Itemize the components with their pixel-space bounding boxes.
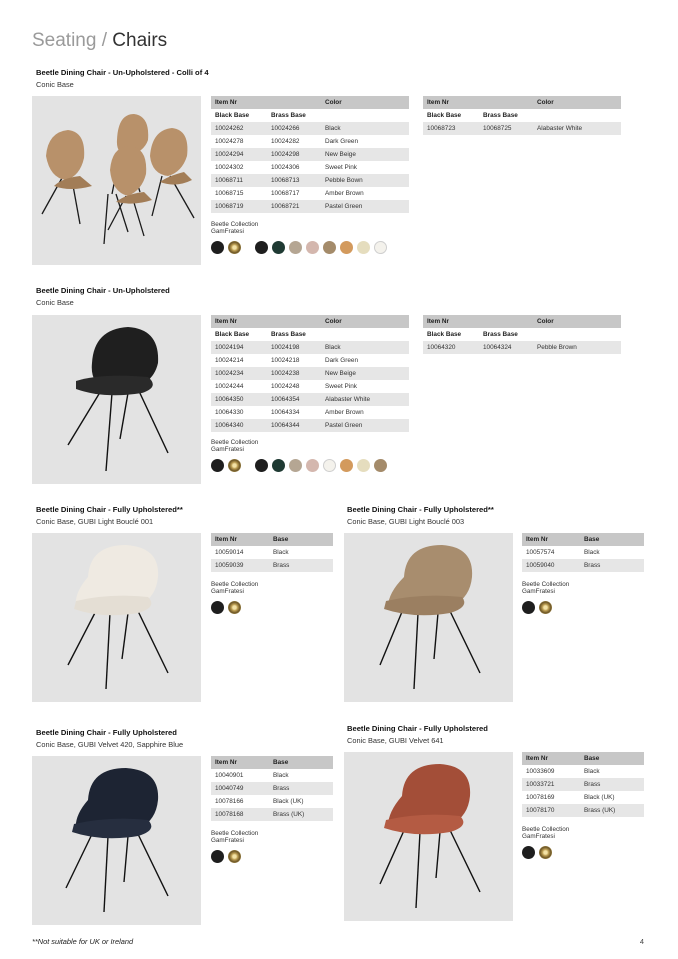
column-header-color: Color: [533, 315, 621, 328]
column-header-item-nr: Item Nr: [522, 533, 580, 546]
table-row: 10024294 10024298 New Beige: [211, 148, 409, 161]
page-title-category: Chairs: [112, 30, 168, 51]
product-subtitle: Conic Base, GUBI Light Bouclé 001: [36, 517, 154, 526]
base-swatches: [522, 846, 556, 859]
amber-brown-swatch: [340, 459, 353, 472]
table-row: 10033609 Black: [522, 765, 644, 778]
table-row: 10024262 10024266 Black: [211, 122, 409, 135]
black-base-swatch: [522, 846, 535, 859]
table-row: 10078169 Black (UK): [522, 791, 644, 804]
table-row: 10024302 10024306 Sweet Pink: [211, 161, 409, 174]
alabaster-white-swatch: [323, 459, 336, 472]
column-header-base: Base: [580, 533, 644, 546]
collection-label: Beetle Collection GamFratesi: [211, 830, 259, 845]
product-photo-velvet-420: [32, 756, 201, 925]
chair-illustration: [344, 533, 513, 702]
black-swatch: [255, 241, 268, 254]
table-row: 10059040 Brass: [522, 559, 644, 572]
base-swatches: [211, 850, 245, 863]
table-row: 10024234 10024238 New Beige: [211, 367, 409, 380]
column-header-item-nr: Item Nr: [423, 315, 479, 328]
table-row: 10024278 10024282 Dark Green: [211, 135, 409, 148]
product-photo-boucle-001: [32, 533, 201, 702]
table-row: 10024244 10024248 Sweet Pink: [211, 380, 409, 393]
product-photo-un-upholstered: [32, 315, 201, 484]
column-header-color: Color: [321, 315, 409, 328]
column-header-item-nr: Item Nr: [211, 315, 267, 328]
pebble-brown-swatch: [323, 241, 336, 254]
table-row: 10064330 10064334 Amber Brown: [211, 406, 409, 419]
column-header-black-base: Black Base: [423, 328, 479, 341]
product-photo-boucle-003: [344, 533, 513, 702]
column-header-brass-base: Brass Base: [479, 109, 533, 122]
color-swatches: [211, 459, 391, 472]
base-swatches: [211, 601, 245, 614]
dark-green-swatch: [272, 459, 285, 472]
product-spec-table: [211, 315, 409, 432]
product-subtitle: Conic Base: [36, 80, 74, 89]
table-row: 10078168 Brass (UK): [211, 808, 333, 821]
chair-illustration: [32, 756, 201, 925]
product-subtitle: Conic Base, GUBI Light Bouclé 003: [347, 517, 465, 526]
product-subtitle: Conic Base: [36, 298, 74, 307]
product-spec-table-extra: [423, 315, 621, 354]
black-base-swatch: [211, 459, 224, 472]
table-row: 10068715 10068717 Amber Brown: [211, 187, 409, 200]
black-base-swatch: [211, 601, 224, 614]
product-subtitle: Conic Base, GUBI Velvet 420, Sapphire Blue: [36, 740, 184, 749]
table-row: 10040901 Black: [211, 769, 333, 782]
new-beige-swatch: [289, 459, 302, 472]
column-header-black-base: Black Base: [211, 109, 267, 122]
column-header-black-base: Black Base: [211, 328, 267, 341]
black-base-swatch: [211, 241, 224, 254]
table-row: 10059014 Black: [211, 546, 333, 559]
pastel-green-swatch: [357, 241, 370, 254]
collection-label: Beetle Collection GamFratesi: [211, 439, 259, 454]
product-spec-table: [522, 752, 644, 817]
sweet-pink-swatch: [306, 241, 319, 254]
table-row: 10068711 10068713 Pebble Bown: [211, 174, 409, 187]
column-header-color: Color: [533, 96, 621, 109]
column-header-black-base: Black Base: [423, 109, 479, 122]
column-header-brass-base: Brass Base: [267, 328, 321, 341]
collection-label: Beetle Collection GamFratesi: [522, 826, 570, 841]
pastel-green-swatch: [357, 459, 370, 472]
amber-brown-swatch: [340, 241, 353, 254]
product-name: Beetle Dining Chair - Un-Upholstered: [36, 286, 170, 295]
sweet-pink-swatch: [306, 459, 319, 472]
column-header-base: Base: [269, 533, 333, 546]
table-row: 10033721 Brass: [522, 778, 644, 791]
chair-illustration: [344, 752, 513, 921]
product-photo-colli-of-4: [32, 96, 201, 265]
table-row: 10064340 10064344 Pastel Green: [211, 419, 409, 432]
column-header-brass-base: Brass Base: [267, 109, 321, 122]
collection-label: Beetle Collection GamFratesi: [522, 581, 570, 596]
column-header-color: Color: [321, 96, 409, 109]
column-header-item-nr: Item Nr: [423, 96, 479, 109]
table-row: 10059039 Brass: [211, 559, 333, 572]
product-spec-table-extra: [423, 96, 621, 135]
collection-label: Beetle Collection GamFratesi: [211, 581, 259, 596]
product-spec-table: [211, 533, 333, 572]
footnote: **Not suitable for UK or Ireland: [32, 937, 134, 946]
table-row: 10064320 10064324 Pebble Brown: [423, 341, 621, 354]
column-header-item-nr: Item Nr: [211, 756, 269, 769]
brass-base-swatch: [228, 601, 241, 614]
product-name: Beetle Dining Chair - Fully Upholstered**: [36, 505, 183, 514]
chair-illustration: [32, 96, 201, 265]
column-header-brass-base: Brass Base: [479, 328, 533, 341]
table-row: 10078166 Black (UK): [211, 795, 333, 808]
page-title: [32, 30, 167, 52]
page-number: 4: [639, 937, 644, 946]
table-row: 10057574 Black: [522, 546, 644, 559]
brass-base-swatch: [228, 241, 241, 254]
brass-base-swatch: [228, 850, 241, 863]
pebble-brown-swatch: [374, 459, 387, 472]
product-spec-table: [522, 533, 644, 572]
page-title-section: Seating /: [32, 30, 113, 51]
product-name: Beetle Dining Chair - Fully Upholstered: [347, 724, 488, 733]
black-base-swatch: [522, 601, 535, 614]
column-header-base: Base: [580, 752, 644, 765]
table-row: 10024194 10024198 Black: [211, 341, 409, 354]
table-row: 10078170 Brass (UK): [522, 804, 644, 817]
product-subtitle: Conic Base, GUBI Velvet 641: [347, 736, 444, 745]
dark-green-swatch: [272, 241, 285, 254]
table-row: 10064350 10064354 Alabaster White: [211, 393, 409, 406]
column-header-item-nr: Item Nr: [211, 533, 269, 546]
product-photo-velvet-641: [344, 752, 513, 921]
chair-illustration: [32, 315, 201, 484]
brass-base-swatch: [539, 846, 552, 859]
product-spec-table: [211, 96, 409, 213]
brass-base-swatch: [228, 459, 241, 472]
column-header-item-nr: Item Nr: [211, 96, 267, 109]
brass-base-swatch: [539, 601, 552, 614]
table-row: 10040749 Brass: [211, 782, 333, 795]
column-header-base: Base: [269, 756, 333, 769]
base-swatches: [522, 601, 556, 614]
new-beige-swatch: [289, 241, 302, 254]
alabaster-white-swatch: [374, 241, 387, 254]
color-swatches: [211, 241, 391, 254]
product-spec-table: [211, 756, 333, 821]
product-name: Beetle Dining Chair - Un-Upholstered - Colli of 4: [36, 68, 209, 77]
table-row: 10068723 10068725 Alabaster White: [423, 122, 621, 135]
table-row: 10068719 10068721 Pastel Green: [211, 200, 409, 213]
black-swatch: [255, 459, 268, 472]
product-name: Beetle Dining Chair - Fully Upholstered**: [347, 505, 494, 514]
collection-label: Beetle Collection GamFratesi: [211, 221, 259, 236]
black-base-swatch: [211, 850, 224, 863]
table-row: 10024214 10024218 Dark Green: [211, 354, 409, 367]
chair-illustration: [32, 533, 201, 702]
column-header-item-nr: Item Nr: [522, 752, 580, 765]
product-name: Beetle Dining Chair - Fully Upholstered: [36, 728, 177, 737]
